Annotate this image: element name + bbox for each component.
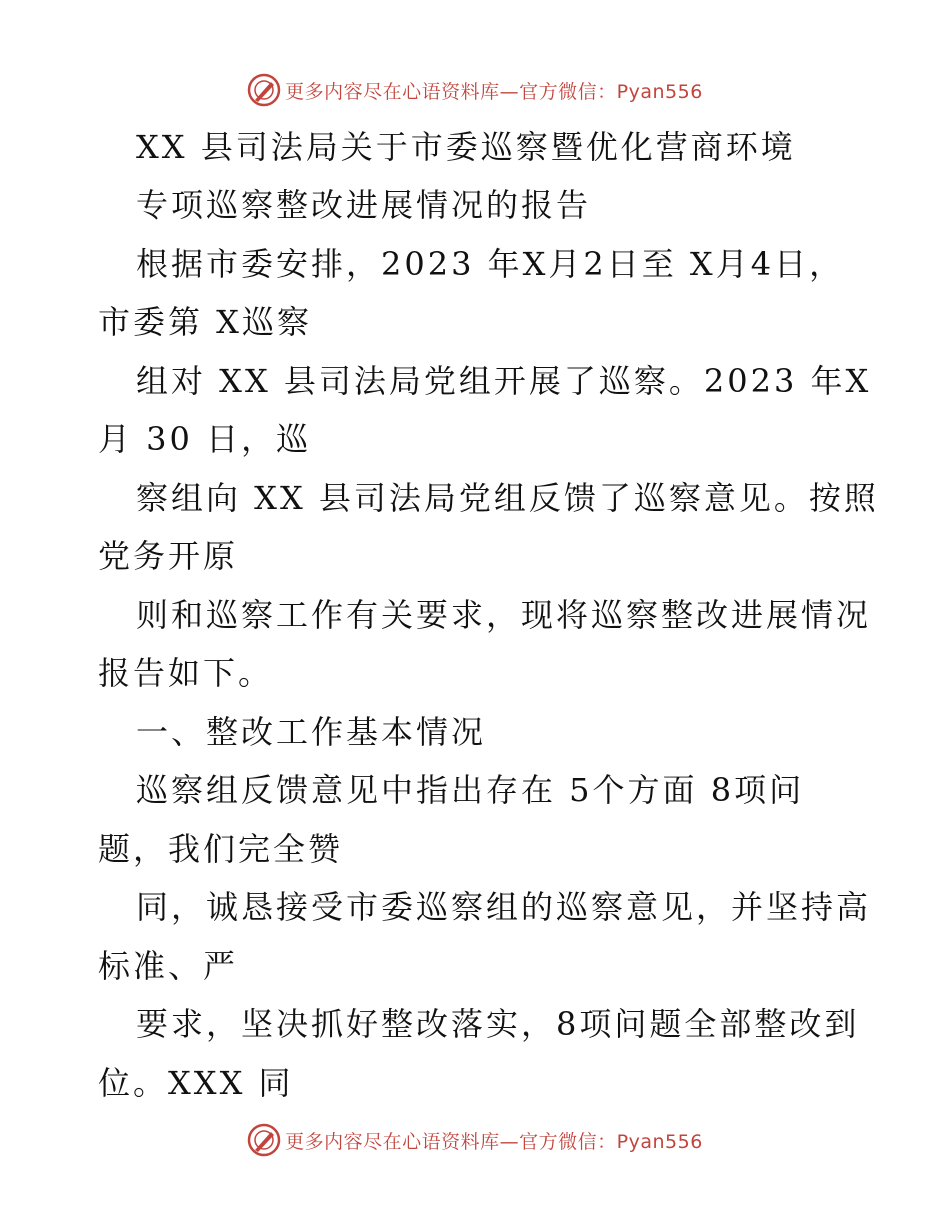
watermark-text: 更多内容尽在心语资料库—官方微信：Pyan556: [285, 80, 703, 103]
document-title-line-2: 专项巡察整改进展情况的报告: [136, 186, 592, 224]
paragraph-line: 题，我们完全赞: [98, 830, 344, 868]
section-heading: 一、整改工作基本情况: [136, 713, 487, 751]
paragraph-line: 位。XXX 同: [98, 1064, 294, 1102]
paragraph-line: 月 30 日，巡: [98, 420, 312, 458]
paragraph-line: 巡察组反馈意见中指出存在 5个方面 8项问: [136, 771, 805, 809]
watermark-header: [0, 70, 950, 110]
paragraph-line: 根据市委安排，2023 年X月2日至 X月4日，: [136, 245, 845, 283]
paragraph-line: 标准、严: [98, 947, 239, 985]
paragraph-line: 同，诚恳接受市委巡察组的巡察意见，并坚持高: [136, 888, 872, 926]
paragraph-line: 察组向 XX 县司法局党组反馈了巡察意见。按照: [136, 479, 879, 517]
quill-logo-icon: [247, 73, 281, 107]
quill-logo-icon: [247, 1123, 281, 1157]
paragraph-line: 市委第 X巡察: [98, 303, 312, 341]
paragraph-line: 要求，坚决抓好整改落实，8项问题全部整改到: [136, 1005, 860, 1043]
paragraph-line: 则和巡察工作有关要求，现将巡察整改进展情况: [136, 596, 872, 634]
paragraph-line: 党务开原: [98, 537, 239, 575]
paragraph-line: 报告如下。: [98, 654, 274, 692]
paragraph-line: 组对 XX 县司法局党组开展了巡察。2023 年X: [136, 362, 872, 400]
watermark-footer: [0, 1120, 950, 1160]
document-title-line-1: XX 县司法局关于市委巡察暨优化营商环境: [136, 128, 796, 166]
watermark-text: 更多内容尽在心语资料库—官方微信：Pyan556: [285, 1130, 703, 1153]
